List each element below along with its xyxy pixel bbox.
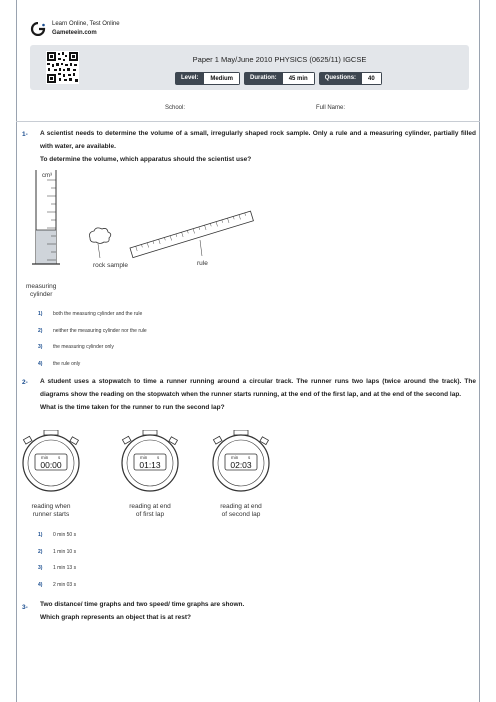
questions-pill xyxy=(319,72,382,85)
gameteein-logo-icon xyxy=(30,22,46,36)
q1-prompt: To determine the volume, which apparatus should the scientist use? xyxy=(40,156,252,163)
stopwatch-icon xyxy=(23,430,79,518)
rule-icon xyxy=(130,211,253,257)
watch-min-label: min xyxy=(140,455,148,460)
watch-display: 02:03 xyxy=(230,460,252,470)
q1-option[interactable]: 1) both the measuring cylinder and the rule xyxy=(38,311,143,318)
q2-options xyxy=(38,527,76,593)
cylinder-label-2: cylinder xyxy=(30,291,53,298)
q2-number: 2- xyxy=(22,379,28,386)
level-value: Medium xyxy=(204,72,240,85)
rock-sample-icon xyxy=(90,228,111,244)
q1-number: 1- xyxy=(22,131,28,138)
q1-text xyxy=(40,127,476,166)
watch-min-label: min xyxy=(231,455,239,460)
watch-min-label: min xyxy=(41,455,49,460)
q1-option[interactable]: 2) neither the measuring cylinder nor the rule xyxy=(38,327,147,334)
q1-options xyxy=(38,306,147,372)
rule-label: rule xyxy=(197,260,208,267)
q1-diagram xyxy=(18,168,288,302)
cylinder-unit-label: cm³ xyxy=(42,173,52,179)
q2-stopwatches xyxy=(20,430,280,522)
measuring-cylinder-icon xyxy=(32,170,60,264)
paper-title: Paper 1 May/June 2010 PHYSICS (0625/11) IGCSE xyxy=(192,55,367,64)
watch-caption-1: reading at end xyxy=(129,503,171,510)
q3-stem: Two distance/ time graphs and two speed/ time graphs are shown. xyxy=(40,601,245,608)
paper-header xyxy=(30,45,469,90)
duration-label: Duration: xyxy=(244,72,283,85)
level-pill xyxy=(175,72,240,85)
rock-sample-label: rock sample xyxy=(93,262,129,269)
q2-option[interactable]: 4) 2 min 03 s xyxy=(38,581,77,588)
watch-caption-1: reading at end xyxy=(220,503,262,510)
cylinder-label-1: measuring xyxy=(26,283,57,290)
q1-option[interactable]: 4) the rule only xyxy=(38,360,81,367)
watch-s-label: s xyxy=(157,455,160,460)
school-field[interactable]: School: xyxy=(165,105,186,111)
watch-display: 00:00 xyxy=(40,460,62,470)
q3-prompt: Which graph represents an object that is at rest? xyxy=(40,614,191,621)
q2-stem: A student uses a stopwatch to time a runner running around a circular track. The runner runs two laps (twice around the track). The diagrams show the reading on the stopwatch when the runner starts running, at the end of the first lap, and at the end of the second lap. xyxy=(40,378,476,398)
q3-number: 3- xyxy=(22,604,28,611)
duration-value: 45 min xyxy=(283,72,315,85)
brand-tagline: Learn Online, Test Online xyxy=(52,21,120,27)
stopwatch-icon xyxy=(122,430,178,518)
q2-option[interactable]: 3) 1 min 13 s xyxy=(38,565,77,572)
watch-s-label: s xyxy=(248,455,251,460)
duration-pill xyxy=(244,72,315,85)
divider xyxy=(16,121,480,122)
stopwatch-icon xyxy=(213,430,269,518)
q3-text xyxy=(40,598,476,624)
q2-text xyxy=(40,375,476,414)
full-name-field[interactable]: Full Name: xyxy=(316,105,346,111)
watch-caption-2: of first lap xyxy=(135,511,165,518)
brand[interactable] xyxy=(30,20,120,38)
level-label: Level: xyxy=(175,72,204,85)
questions-value: 40 xyxy=(362,72,382,85)
watch-s-label: s xyxy=(58,455,61,460)
q2-option[interactable]: 2) 1 min 10 s xyxy=(38,548,77,555)
watch-caption-2: of second lap xyxy=(221,511,261,518)
questions-label: Questions: xyxy=(319,72,362,85)
q2-prompt: What is the time taken for the runner to run the second lap? xyxy=(40,404,225,411)
q1-stem: A scientist needs to determine the volume of a small, irregularly shaped rock sample. Only a rule and a measuring cylinder, partially filled with water, are available. xyxy=(40,130,476,150)
watch-caption-2: runner starts xyxy=(32,511,70,518)
watch-display: 01:13 xyxy=(139,460,161,470)
q1-option[interactable]: 3) the measuring cylinder only xyxy=(38,344,114,351)
watch-caption-1: reading when xyxy=(31,503,71,510)
q2-option[interactable]: 1) 0 min 50 s xyxy=(38,532,77,539)
brand-site[interactable]: Gameteein.com xyxy=(52,30,97,36)
